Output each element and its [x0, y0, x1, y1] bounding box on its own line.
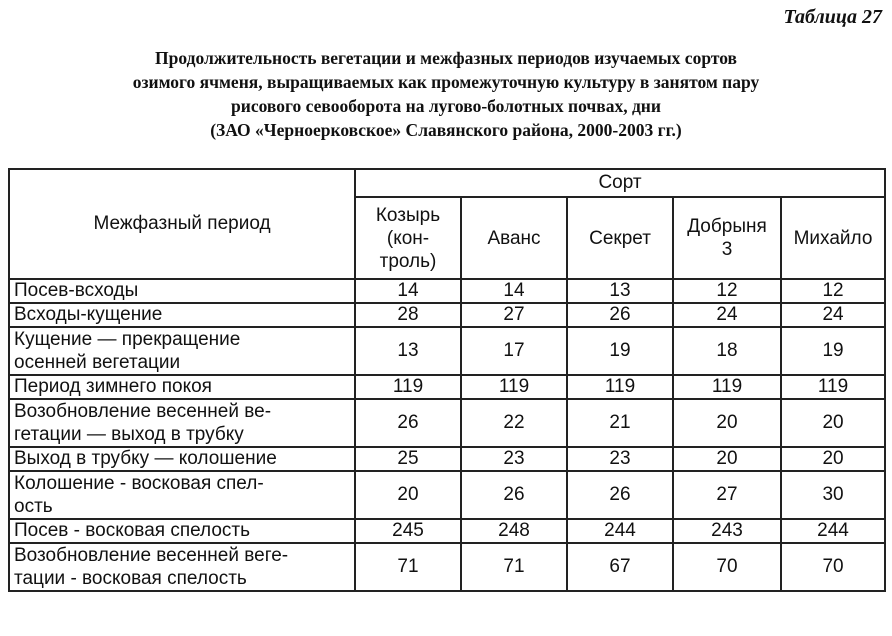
value-cell: 18: [673, 327, 781, 375]
value-cell: 26: [567, 303, 673, 327]
value-cell: 243: [673, 519, 781, 543]
value-cell: 20: [781, 447, 885, 471]
value-cell: 245: [355, 519, 461, 543]
value-cell: 24: [673, 303, 781, 327]
period-column-header: Межфазный период: [9, 169, 355, 279]
value-cell: 23: [567, 447, 673, 471]
value-cell: 119: [567, 375, 673, 399]
caption-line: рисового севооборота на лугово-болотных почвах, дни: [231, 96, 661, 116]
period-cell: [9, 447, 355, 471]
table-row: [9, 303, 885, 327]
table-row: [9, 447, 885, 471]
value-cell: 70: [781, 543, 885, 591]
caption-line: Продолжительность вегетации и межфазных периодов изучаемых сортов: [155, 48, 737, 68]
value-cell: 119: [355, 375, 461, 399]
value-cell: 26: [355, 399, 461, 447]
caption-line: озимого ячменя, выращиваемых как промежуточную культуру в занятом пару: [132, 72, 760, 92]
value-cell: 13: [567, 279, 673, 303]
value-cell: 14: [461, 279, 567, 303]
variety-header-line: (кон-: [386, 227, 430, 249]
value-cell: 14: [355, 279, 461, 303]
period-cell: [9, 279, 355, 303]
period-cell: [9, 519, 355, 543]
value-cell: 26: [567, 471, 673, 519]
period-line: Возобновление весенней ве-: [14, 401, 272, 422]
value-cell: 119: [673, 375, 781, 399]
table-number: Таблица 27: [783, 6, 882, 28]
period-line: тации - восковая спелость: [14, 568, 247, 589]
table-row: [9, 327, 885, 375]
value-cell: 119: [781, 375, 885, 399]
value-cell: 244: [781, 519, 885, 543]
variety-header-line: Секрет: [589, 227, 651, 249]
value-cell: 22: [461, 399, 567, 447]
value-cell: 25: [355, 447, 461, 471]
period-cell: [9, 375, 355, 399]
value-cell: 248: [461, 519, 567, 543]
value-cell: 19: [781, 327, 885, 375]
period-line: Всходы-кущение: [14, 304, 163, 325]
period-line: гетации — выход в трубку: [14, 424, 244, 445]
value-cell: 70: [673, 543, 781, 591]
table-row: [9, 279, 885, 303]
value-cell: 71: [461, 543, 567, 591]
value-cell: 24: [781, 303, 885, 327]
value-cell: 27: [673, 471, 781, 519]
value-cell: 20: [781, 399, 885, 447]
table-row: [9, 399, 885, 447]
period-line: Период зимнего покоя: [14, 376, 212, 397]
table-caption: [30, 46, 862, 142]
value-cell: 21: [567, 399, 673, 447]
variety-group-header: Сорт: [355, 169, 885, 197]
period-line: ость: [14, 496, 53, 517]
variety-header-line: Козырь: [375, 204, 441, 226]
value-cell: 119: [461, 375, 567, 399]
value-cell: 13: [355, 327, 461, 375]
variety-header: [567, 197, 673, 279]
period-cell: [9, 399, 355, 447]
period-line: осенней вегетации: [14, 352, 181, 373]
period-line: Посев-всходы: [14, 280, 139, 301]
value-cell: 30: [781, 471, 885, 519]
table-row: [9, 375, 885, 399]
value-cell: 12: [673, 279, 781, 303]
variety-header: [355, 197, 461, 279]
period-line: Кущение — прекращение: [14, 329, 241, 350]
period-line: Колошение - восковая спел-: [14, 473, 264, 494]
caption-line: (ЗАО «Черноерковское» Славянского района, 2000-2003 гг.): [210, 120, 682, 140]
value-cell: 27: [461, 303, 567, 327]
table-row: [9, 543, 885, 591]
variety-header-line: Аванс: [487, 227, 541, 249]
value-cell: 20: [673, 447, 781, 471]
value-cell: 17: [461, 327, 567, 375]
period-line: Выход в трубку — колошение: [14, 448, 277, 469]
variety-header-line: Михайло: [793, 227, 873, 249]
variety-header-line: Добрыня: [687, 216, 767, 237]
table-row: [9, 471, 885, 519]
period-cell: [9, 303, 355, 327]
value-cell: 20: [355, 471, 461, 519]
period-cell: [9, 543, 355, 591]
table-row: [9, 519, 885, 543]
value-cell: 71: [355, 543, 461, 591]
period-line: Посев - восковая спелость: [14, 520, 251, 541]
value-cell: 23: [461, 447, 567, 471]
value-cell: 19: [567, 327, 673, 375]
variety-header: [673, 197, 781, 279]
value-cell: 28: [355, 303, 461, 327]
value-cell: 12: [781, 279, 885, 303]
variety-header-line: 3: [721, 239, 733, 260]
value-cell: 244: [567, 519, 673, 543]
variety-header: [781, 197, 885, 279]
value-cell: 26: [461, 471, 567, 519]
value-cell: 67: [567, 543, 673, 591]
variety-header-line: троль): [379, 250, 437, 272]
table-body: [9, 279, 885, 591]
period-cell: [9, 471, 355, 519]
variety-header: [461, 197, 567, 279]
value-cell: 20: [673, 399, 781, 447]
data-table: [8, 168, 886, 592]
period-cell: [9, 327, 355, 375]
period-line: Возобновление весенней веге-: [14, 545, 289, 566]
